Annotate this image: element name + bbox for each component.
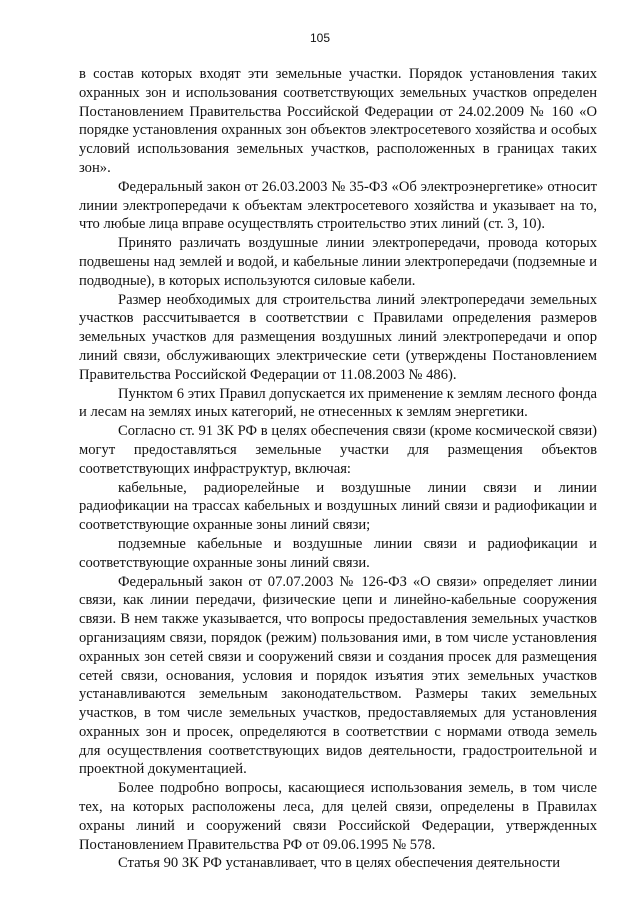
paragraph-land-size-rules: Размер необходимых для строительства линий электропередачи земельных участков рассчитывается в соответствии с Правилами определения размеров земельных участков для размещения воздушных линий электропередачи и опор линий связи, обслуживающих электрические сети (утверждены Постановлением Правительства Российской Федерации от 11.08.2003 № 486). (79, 291, 597, 383)
paragraph-article-90: Статья 90 ЗК РФ устанавливает, что в целях обеспечения деятельности (118, 855, 561, 872)
paragraph-communications-law: Федеральный закон от 07.07.2003 № 126-ФЗ «О связи» определяет линии связи, как линии передачи, физические цепи и линейно-кабельные сооружения связи. В нем также указывается, что вопросы предоставления земельных участков организациям связи, порядок (режим) пользования ими, в том числе установления охранных зон сетей связи и сооружений связи и создания просек для размещения сетей связи, основания, условия и порядок изъятия этих земельных участков устанавливаются земельным законодательством. Размеры таких земельных участков, в том числе земельных участков, предоставляемых для установления охранных зон и просек, определяются в соответствии с нормами отвода земель для осуществления соответствующих видов деятельности, градостроительной и проектной документацией. (79, 573, 597, 778)
paragraph-line-types: Принято различать воздушные линии электропередачи, провода которых подвешены над землей и водой, и кабельные линии электропередачи (подземные и подводные), в которых используются силовые кабели. (79, 235, 597, 289)
paragraph-rules-point-6: Пунктом 6 этих Правил допускается их применение к землям лесного фонда и лесам на землях иных категорий, не отнесенных к землям энергетики. (79, 385, 597, 421)
paragraph-continuation: в состав которых входят эти земельные участки. Порядок установления таких охранных зон и использования соответствующих земельных участков определен Постановлением Правительства Российской Федерации от 24.02.2009 № 160 «О порядке установления охранных зон объектов электросетевого хозяйства и особых условий использования земельных участков, расположенных в границах таких зон». (79, 66, 597, 176)
paragraph-list-item-cable-lines: кабельные, радиорелейные и воздушные линии связи и линии радиофикации на трассах кабельных и воздушных линий связи и радиофикации и соответствующие охранные зоны линий связи; (79, 479, 597, 534)
paragraph-protection-rules: Более подробно вопросы, касающиеся использования земель, в том числе тех, на которых расположены леса, для целей связи, определены в Правилах охраны линий и сооружений связи Российской Федерации, утвержденных Постановлением Правительства РФ от 09.06.1995 № 578. (79, 780, 597, 853)
paragraph-article-91: Согласно ст. 91 ЗК РФ в целях обеспечения связи (кроме космической связи) могут предоставляться земельные участки для размещения объектов соответствующих инфраструктур, включая: (79, 423, 597, 477)
page-number: 105 (309, 31, 331, 45)
paragraph-electroenergetics-law: Федеральный закон от 26.03.2003 № 35-ФЗ «Об электроэнергетике» относит линии электропередачи к объектам электросетевого хозяйства и указывает на то, что любые лица вправе осуществлять строительство этих линий (ст. 3, 10). (79, 178, 597, 233)
document-body (79, 65, 597, 873)
paragraph-list-item-underground-lines: подземные кабельные и воздушные линии связи и радиофикации и соответствующие охранные зоны линий связи. (79, 535, 597, 571)
